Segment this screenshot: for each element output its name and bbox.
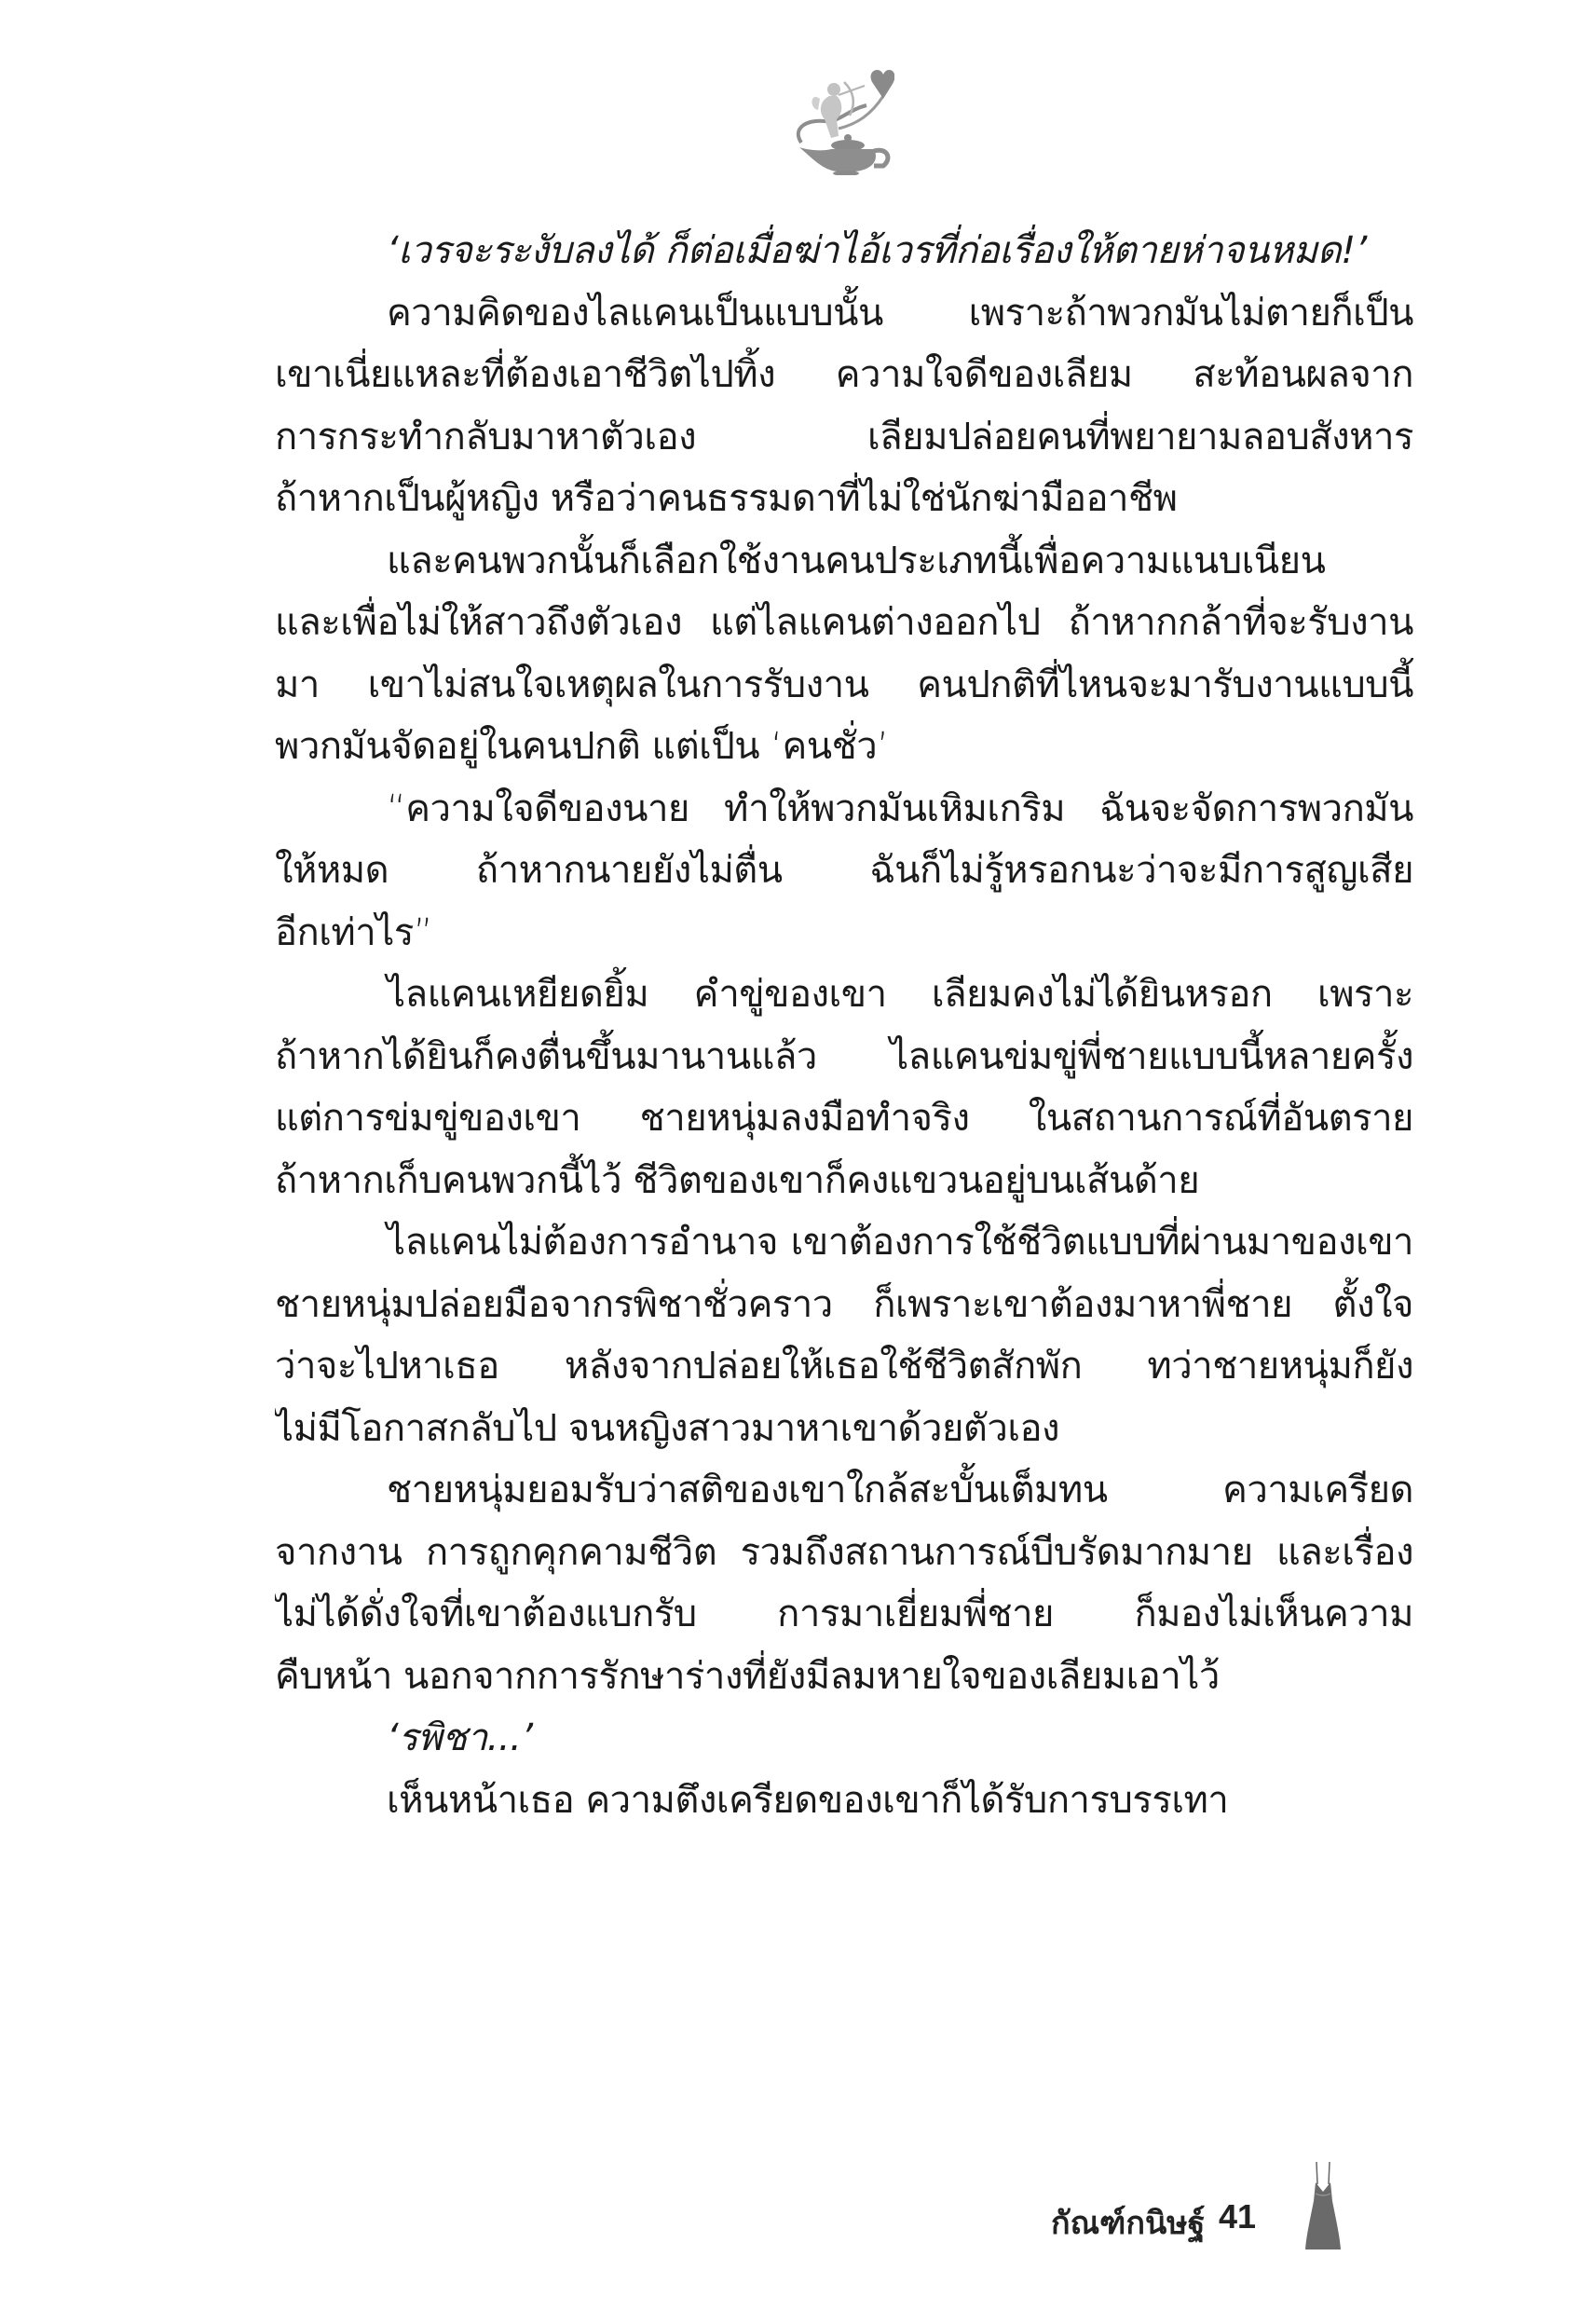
cupid-magic-lamp-icon — [783, 54, 894, 175]
text-line: ถ้าหากเก็บคนพวกนี้ไว้ ชีวิตของเขาก็คงแขวนอยู่บนเส้นด้าย — [275, 1158, 1200, 1202]
text-line: ชายหนุ่มยอมรับว่าสติของเขาใกล้สะบั้นเต็มทน ความเครียด — [387, 1469, 1413, 1511]
text-line: ไลแคนไม่ต้องการอำนาจ เขาต้องการใช้ชีวิตแบบที่ผ่านมาของเขา — [387, 1221, 1413, 1264]
text-line: ถ้าหากเป็นผู้หญิง หรือว่าคนธรรมดาที่ไม่ใช่นักฆ่ามืออาชีพ — [275, 477, 1178, 520]
text-line: เขาเนี่ยแหละที่ต้องเอาชีวิตไปทิ้ง ความใจดีของเลียม สะท้อนผลจาก — [275, 353, 1413, 396]
text-line: เห็นหน้าเธอ ความตึงเครียดของเขาก็ได้รับการบรรเทา — [387, 1778, 1229, 1822]
page-number: 41 — [1219, 2197, 1257, 2236]
text-line: ไลแคนเหยียดยิ้ม คำขู่ของเขา เลียมคงไม่ได้ยินหรอก เพราะ — [387, 973, 1413, 1016]
text-line: ให้หมด ถ้าหากนายยังไม่ตื่น ฉันก็ไม่รู้หรอกนะว่าจะมีการสูญเสีย — [275, 849, 1413, 892]
text-line: คืบหน้า นอกจากการรักษาร่างที่ยังมีลมหายใจของเลียมเอาไว้ — [275, 1654, 1220, 1698]
book-title: กัณฑ์กนิษฐ์ — [1051, 2205, 1206, 2242]
text-line: “ความใจดีของนาย ทำให้พวกมันเหิมเกริม ฉันจะจัดการพวกมัน — [387, 786, 1413, 830]
text-line: ชายหนุ่มปล่อยมือจากรพิชาชั่วคราว ก็เพราะเขาต้องมาหาพี่ชาย ตั้งใจ — [275, 1282, 1413, 1326]
text-line: ‘เวรจะระงับลงได้ ก็ต่อเมื่อฆ่าไอ้เวรที่ก่อเรื่องให้ตายห่าจนหมด!’ — [387, 229, 1367, 272]
text-line: การกระทำกลับมาหาตัวเอง เลียมปล่อยคนที่พยายามลอบสังหาร — [275, 415, 1413, 458]
text-line: พวกมันจัดอยู่ในคนปกติ แต่เป็น ‘คนชั่ว’ — [275, 725, 889, 768]
dress-icon — [1304, 2160, 1342, 2253]
text-line: ความคิดของไลแคนเป็นแบบนั้น เพราะถ้าพวกมันไม่ตายก็เป็น — [387, 291, 1413, 335]
text-line: แต่การข่มขู่ของเขา ชายหนุ่มลงมือทำจริง ในสถานการณ์ที่อันตราย — [275, 1097, 1413, 1140]
text-line: ไม่มีโอกาสกลับไป จนหญิงสาวมาหาเขาด้วยตัวเอง — [275, 1406, 1060, 1450]
page-footer — [0, 2181, 1596, 2255]
text-line: และเพื่อไม่ให้สาวถึงตัวเอง แต่ไลแคนต่างออกไป ถ้าหากกล้าที่จะรับงาน — [275, 601, 1413, 644]
body-text — [275, 220, 1413, 1831]
text-line: มา เขาไม่สนใจเหตุผลในการรับงาน คนปกติที่ไหนจะมารับงานแบบนี้ — [275, 663, 1413, 706]
text-line: จากงาน การถูกคุกคามชีวิต รวมถึงสถานการณ์บีบรัดมากมาย และเรื่อง — [275, 1530, 1413, 1574]
text-line: ‘รพิชา...’ — [387, 1716, 533, 1759]
text-line: ว่าจะไปหาเธอ หลังจากปล่อยให้เธอใช้ชีวิตสักพัก ทว่าชายหนุ่มก็ยัง — [275, 1345, 1413, 1388]
text-line: ถ้าหากได้ยินก็คงตื่นขึ้นมานานแล้ว ไลแคนข่มขู่พี่ชายแบบนี้หลายครั้ง — [275, 1034, 1413, 1078]
text-line: ไม่ได้ดั่งใจที่เขาต้องแบกรับ การมาเยี่ยมพี่ชาย ก็มองไม่เห็นความ — [275, 1593, 1413, 1635]
text-line: อีกเท่าไร” — [275, 910, 433, 954]
text-line: และคนพวกนั้นก็เลือกใช้งานคนประเภทนี้เพื่อความแนบเนียน — [387, 539, 1326, 582]
